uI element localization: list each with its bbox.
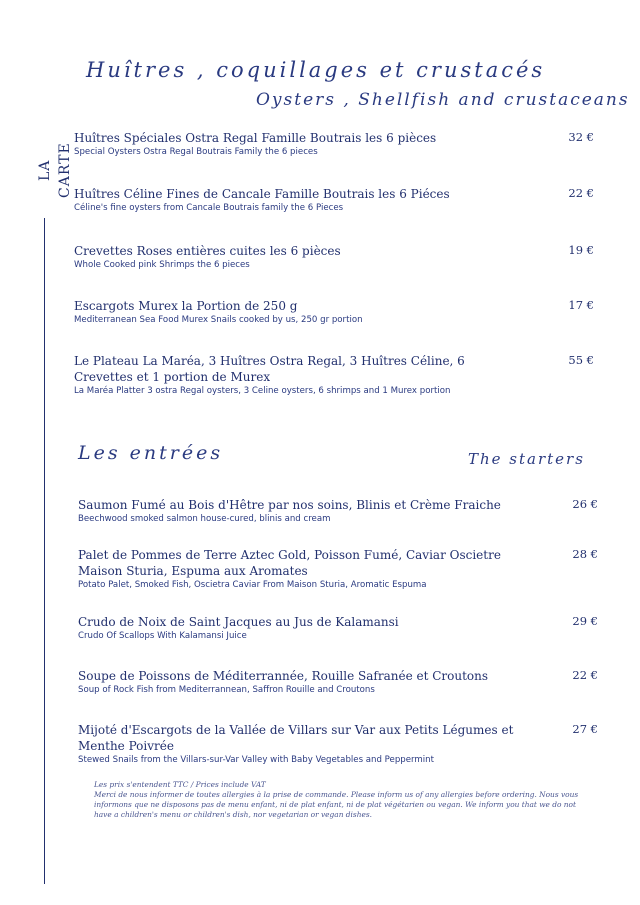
- item-name-fr: Soupe de Poissons de Méditerrannée, Rouille Safranée et Croutons: [78, 669, 489, 683]
- menu-item: [78, 547, 598, 591]
- item-name-fr: Escargots Murex la Portion de 250 g: [74, 299, 298, 313]
- item-name-fr: Crudo de Noix de Saint Jacques au Jus de Kalamansi: [78, 615, 399, 629]
- section-title-fr: Huîtres , coquillages et crustacés: [86, 58, 546, 82]
- item-price: 17 €: [568, 298, 594, 312]
- menu-item: [74, 186, 594, 214]
- menu-item: [78, 668, 598, 696]
- item-name-en: Soup of Rock Fish from Mediterrannean, Saffron Rouille and Croutons: [78, 685, 375, 695]
- item-price: 26 €: [572, 497, 598, 511]
- starters-title-fr: Les entrées: [78, 442, 224, 464]
- item-price: 27 €: [572, 722, 598, 736]
- starters-title-en: The starters: [468, 450, 585, 468]
- item-name-fr: Le Plateau La Maréa, 3 Huîtres Ostra Regal, 3 Huîtres Céline, 6 Crevettes et 1 portion de Murex: [74, 354, 465, 384]
- item-price: 19 €: [568, 243, 594, 257]
- item-price: 29 €: [572, 614, 598, 628]
- item-name-en: Special Oysters Ostra Regal Boutrais Family the 6 pieces: [74, 147, 318, 157]
- item-price: 32 €: [568, 130, 594, 144]
- menu-item: [74, 243, 594, 271]
- allergy-note: Merci de nous informer de toutes allergies à la prise de commande. Please inform us of any allergies before ordering. Nous vous informons que ne disposons pas de menu enfant, ni de plat enfant, ni de plat végétarien ou vegan. We inform you that we do not have a children's menu or children's dish, nor vegetarian or vegan dishes.: [94, 790, 579, 819]
- price-note: Les prix s'entendent TTC / Prices include VAT: [94, 780, 266, 789]
- menu-item: [78, 614, 598, 642]
- item-name-en: Beechwood smoked salmon house-cured, blinis and cream: [78, 514, 331, 524]
- menu-item: [74, 130, 594, 158]
- item-name-fr: Palet de Pommes de Terre Aztec Gold, Poisson Fumé, Caviar Oscietre Maison Sturia, Espuma aux Aromates: [78, 548, 501, 578]
- item-price: 22 €: [572, 668, 598, 682]
- item-name-fr: Crevettes Roses entières cuites les 6 pièces: [74, 244, 341, 258]
- item-name-fr: Saumon Fumé au Bois d'Hêtre par nos soins, Blinis et Crème Fraiche: [78, 498, 501, 512]
- menu-item: [78, 497, 598, 525]
- item-name-en: Stewed Snails from the Villars-sur-Var Valley with Baby Vegetables and Peppermint: [78, 755, 434, 765]
- item-price: 22 €: [568, 186, 594, 200]
- item-price: 28 €: [572, 547, 598, 561]
- item-name-en: Whole Cooked pink Shrimps the 6 pieces: [74, 260, 250, 270]
- item-name-en: Potato Palet, Smoked Fish, Oscietra Caviar From Maison Sturia, Aromatic Espuma: [78, 580, 427, 590]
- item-name-fr: Huîtres Céline Fines de Cancale Famille Boutrais les 6 Piéces: [74, 187, 450, 201]
- section-title-en: Oysters , Shellfish and crustaceans: [256, 90, 630, 110]
- side-divider: [44, 218, 45, 884]
- item-price: 55 €: [568, 353, 594, 367]
- footer-notes: [94, 780, 594, 820]
- item-name-fr: Huîtres Spéciales Ostra Regal Famille Boutrais les 6 pièces: [74, 131, 437, 145]
- item-name-en: Mediterranean Sea Food Murex Snails cooked by us, 250 gr portion: [74, 315, 363, 325]
- item-name-en: La Maréa Platter 3 ostra Regal oysters, 3 Celine oysters, 6 shrimps and 1 Murex portion: [74, 386, 451, 396]
- menu-item: [78, 722, 598, 766]
- menu-item: [74, 298, 594, 326]
- menu-item: [74, 353, 594, 397]
- item-name-en: Crudo Of Scallops With Kalamansi Juice: [78, 631, 247, 641]
- side-label: LA CARTE: [37, 142, 73, 198]
- item-name-en: Céline's fine oysters from Cancale Boutrais family the 6 Pieces: [74, 203, 344, 213]
- item-name-fr: Mijoté d'Escargots de la Vallée de Villars sur Var aux Petits Légumes et Menthe Poivrée: [78, 723, 514, 753]
